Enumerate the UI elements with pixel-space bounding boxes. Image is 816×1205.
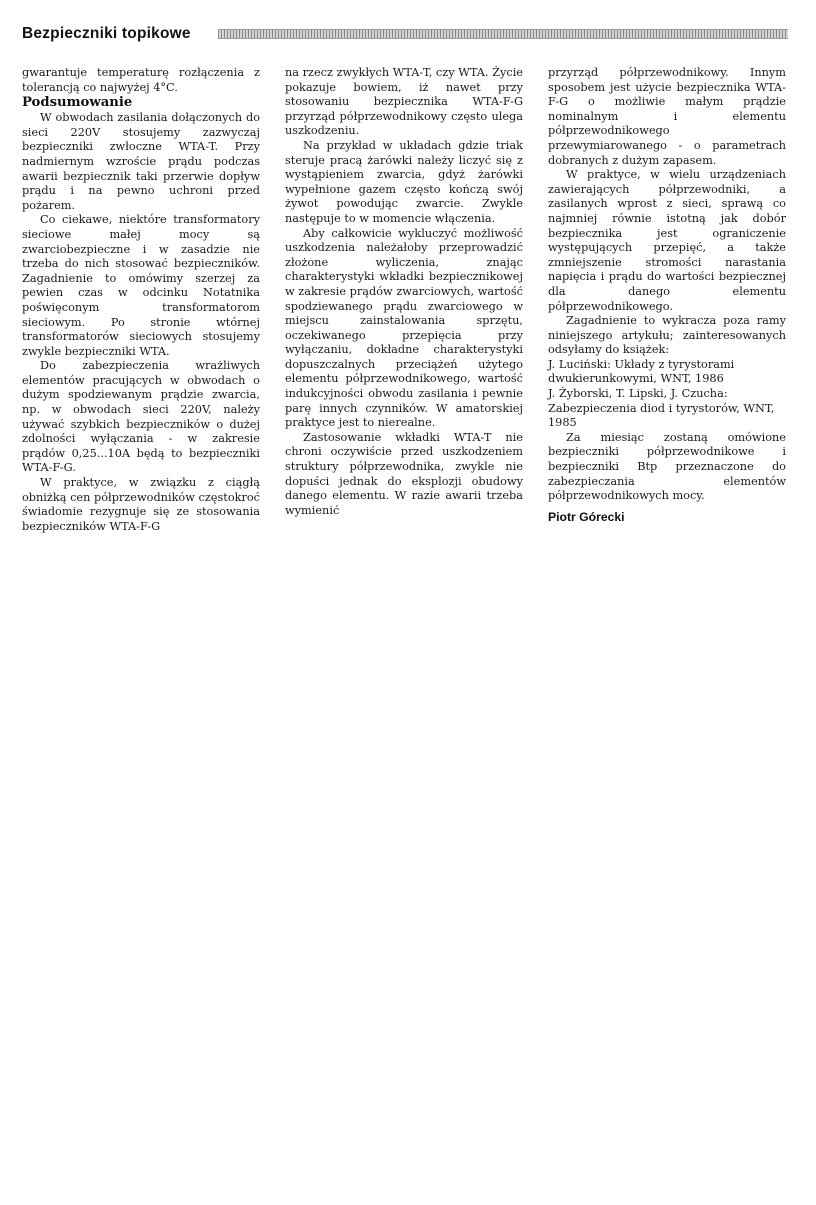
section-title: Bezpieczniki topikowe	[22, 25, 191, 42]
paragraph: Za miesiąc zostaną omówione bezpieczniki półprzewodnikowe i bezpieczniki Btp przeznaczone do zabezpieczania elementów półprzewodnikowych mocy.	[548, 430, 786, 503]
header-decorative-bar	[218, 29, 788, 39]
paragraph: W obwodach zasilania dołączonych do sieci 220V stosujemy zazwyczaj bezpieczniki zwłoczne WTA-T. Przy nadmiernym wzroście prądu podczas awarii bezpiecznik taki przerwie dopływ prądu i na pewno uchroni przed pożarem.	[22, 111, 260, 212]
paragraph: Aby całkowicie wykluczyć możliwość uszkodzenia należałoby przeprowadzić złożone wyliczenia, znając charakterystyki wkładki bezpiecznikowej w zakresie prądów zwarciowych, wartość spodziewanego prądu zwarciowego w miejscu zainstalowania sprzętu, oczekiwanego przepięcia przy wyłączaniu, dokładne charakterystyki dopuszczalnych przeciążeń użytego elementu półprzewodnikowego, wartość indukcyjności obwodu zasilania i pewnie parę innych czynników. W amatorskiej praktyce jest to nierealne.	[285, 226, 523, 430]
paragraph: Na przykład w układach gdzie triak steruje pracą żarówki należy liczyć się z wystąpieniem zwarcia, gdyż żarówki wypełnione gazem często kończą swój żywot powodując zwarcie. Zwykle następuje to w momencie włączenia.	[285, 138, 523, 225]
bibliography-entry: J. Żyborski, T. Lipski, J. Czucha: Zabezpieczenia diod i tyrystorów, WNT, 1985	[548, 387, 775, 430]
paragraph: W praktyce, w wielu urządzeniach zawierających półprzewodniki, a zasilanych wprost z sieci, sprawą co najmniej równie istotną jak dobór bezpiecznika jest ograniczenie występujących przepięć, a także zmniejszenie stromości narastania napięcia i prądu do wartości bezpiecznej dla danego elementu półprzewodnikowego.	[548, 168, 786, 313]
paragraph: Zagadnienie to wykracza poza ramy niniejszego artykułu; zainteresowanych odsyłamy do książek:	[548, 314, 786, 357]
paragraph: Do zabezpieczenia wrażliwych elementów pracujących w obwodach o dużym spodziewanym prądzie zwarcia, np. w obwodach sieci 220V, należy używać szybkich bezpieczników o dużej zdolności wyłączania - w zakresie prądów 0,25...10A będą to bezpieczniki WTA-F-G.	[22, 359, 260, 475]
paragraph: gwarantuje temperaturę rozłączenia z tolerancją co najwyżej 4°C.	[22, 66, 260, 94]
section-heading: Podsumowanie	[22, 95, 133, 111]
paragraph: Zastosowanie wkładki WTA-T nie chroni oczywiście przed uszkodzeniem struktury półprzewodnika, zwykle nie dopuści jednak do eksplozji obudowy danego elementu. W razie awarii trzeba wymienić	[285, 430, 523, 517]
paragraph: na rzecz zwykłych WTA-T, czy WTA. Życie pokazuje bowiem, iż nawet przy stosowaniu bezpiecznika WTA-F-G przyrząd półprzewodnikowy często ulega uszkodzeniu.	[285, 66, 523, 138]
page-header	[22, 24, 788, 44]
bibliography-entry: J. Luciński: Układy z tyrystorami dwukierunkowymi, WNT, 1986	[548, 357, 735, 386]
paragraph: przyrząd półprzewodnikowy. Innym sposobem jest użycie bezpiecznika WTA-F-G o możliwie małym prądzie nominalnym i elementu półprzewodnikowego przewymiarowanego - o parametrach dobranych z dużym zapasem.	[548, 66, 786, 167]
author-signature: Piotr Górecki	[548, 509, 625, 524]
paragraph: W praktyce, w związku z ciągłą obniżką cen półprzewodników częstokroć świadomie rezygnuje się ze stosowania bezpieczników WTA-F-G	[22, 476, 260, 533]
article-column-2	[285, 66, 523, 518]
paragraph: Co ciekawe, niektóre transformatory sieciowe małej mocy są zwarciobezpieczne i w zasadzie nie trzeba do nich stosować bezpieczników. Zagadnienie to omówimy szerzej za pewien czas w odcinku Notatnika poświęconym transformatorom sieciowym. Po stronie wtórnej transformatorów sieciowych stosujemy zwykle bezpieczniki WTA.	[22, 213, 260, 358]
article-column-1	[22, 66, 260, 534]
article-column-3	[548, 66, 786, 525]
